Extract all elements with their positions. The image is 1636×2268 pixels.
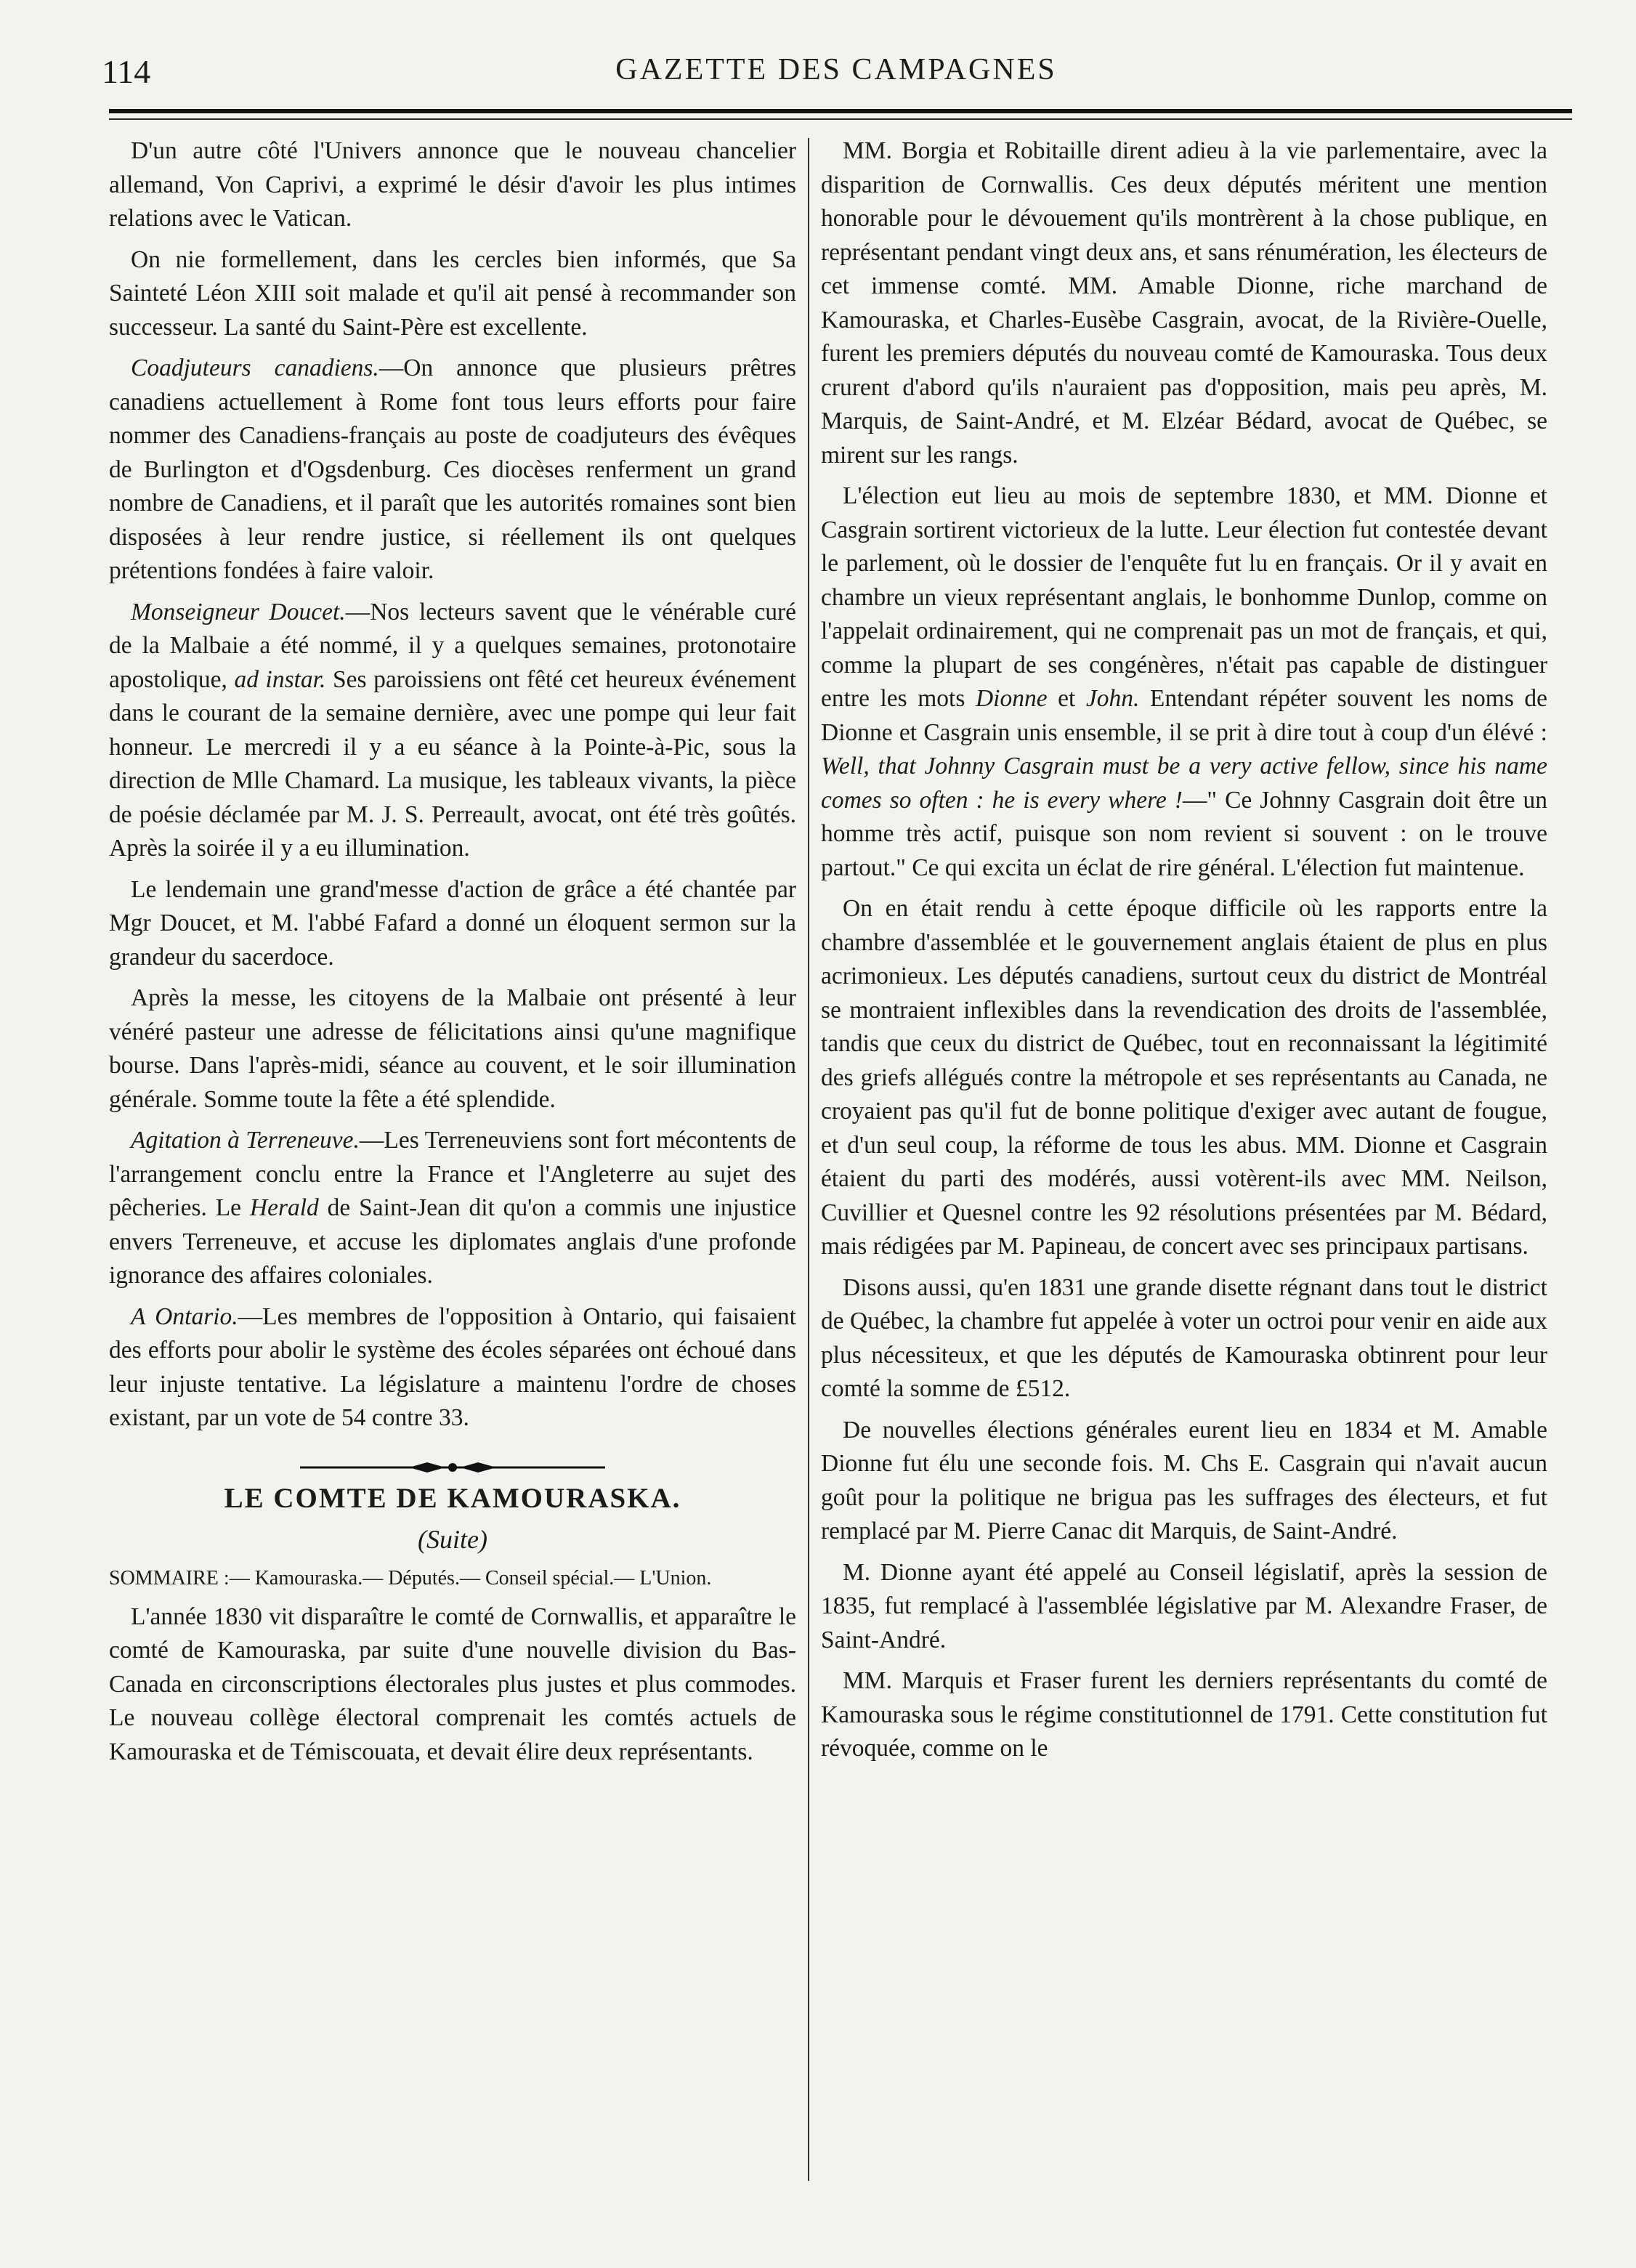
paragraph-univers: D'un autre côté l'Univers annonce que le nouveau chancelier allemand, Von Caprivi, a exprimé le désir d'avoir les plus intimes relations avec le Vatican. [109, 137, 796, 232]
paragraph-body: L'élection eut lieu au mois de septembre 1830, et MM. Dionne et Casgrain sortirent victorieux de la lutte. Leur élection fut contestée devant le parlement, où le dossier de l'enquête fut lu en français. Or il y avait en chambre un vieux représentant anglais, le bonhomme Dunlop, comme on l'appelait ordinairement, qui ne comprenait pas un mot de français, et qui, comme la plupart de ses congénères, n'était pas capable de distinguer entre les mots [821, 482, 1547, 712]
paragraph-coadjuteurs [109, 352, 796, 588]
header-rule-thick [109, 109, 1572, 113]
page-number: 114 [102, 53, 151, 90]
paragraph-saint-pere: On nie formellement, dans les cercles bien informés, que Sa Sainteté Léon XIII soit malade et qu'il ait pensé à recommander son successeur. La santé du Saint-Père est excellente. [109, 246, 796, 341]
paragraph-body: Ses paroissiens ont fêté cet heureux événement dans le courant de la semaine dernière, avec une pompe qui leur fait honneur. Le mercredi il y a eu séance à la Pointe-à-Pic, sous la direction de Mlle Chamard. La musique, les tableaux vivants, la pièce de poésie déclamée par M. J. S. Perreault, avocat, ont été très goûtés. Après la soirée il y a eu illumination. [109, 665, 796, 862]
paragraph-lead: A Ontario. [131, 1303, 238, 1330]
italic-phrase: ad instar. [234, 665, 326, 693]
italic-quote: Well, that Johnny Casgrain must be a very active fellow, since his name comes so often : he is every where ! [821, 753, 1547, 814]
paragraph-terreneuve [109, 1124, 796, 1293]
header-rule-thin [109, 118, 1572, 120]
italic-phrase: Dionne [975, 685, 1048, 712]
paragraph-body: —Les Terreneuviens sont fort mécontents de l'arrangement conclu entre la France et l'Angleterre au sujet des pêcheries. Le [109, 1127, 796, 1221]
running-title: GAZETTE DES CAMPAGNES [615, 53, 1057, 86]
italic-phrase: John. [1085, 685, 1140, 712]
page-header [102, 44, 1571, 102]
paragraph-lead: Coadjuteurs canadiens. [131, 355, 379, 381]
paragraph-grandmesse: Le lendemain une grand'messe d'action de grâce a été chantée par Mgr Doucet, et M. l'abbé Fafard a donné un éloquent sermon sur la grandeur du sacerdoce. [109, 875, 796, 971]
left-column [109, 134, 796, 2174]
paragraph-1830: L'année 1830 vit disparaître le comté de Cornwallis, et apparaître le comté de Kamouraska, par suite d'une nouvelle division du Bas-Canada en circonscriptions électorales plus justes et plus commodes. Le nouveau collège électoral comprenait les comtés actuels de Kamouraska et de Témiscouata, et devait élire deux représentants. [109, 1603, 796, 1765]
paragraph-lead: Monseigneur Doucet. [131, 598, 346, 625]
column-divider [808, 138, 809, 2181]
paragraph-body: —Les membres de l'opposition à Ontario, qui faisaient des efforts pour abolir le système des écoles séparées ont échoué dans leur injuste tentative. La législature a maintenu l'ordre de choses existant, par un vote de 54 contre 33. [109, 1303, 796, 1431]
paragraph-lead: Agitation à Terreneuve. [131, 1127, 360, 1154]
paragraph-ontario [109, 1300, 796, 1435]
paragraph-election-1830 [821, 479, 1547, 885]
italic-phrase: Herald [249, 1194, 319, 1221]
paragraph-epoque-difficile: On en était rendu à cette époque difficile où les rapports entre la chambre d'assemblée et le gouvernement anglais étaient de plus en plus acrimonieux. Les députés canadiens, surtout ceux du district de Montréal se montraient inflexibles dans la revendication des droits de l'assemblée, tandis que ceux du district de Québec, tout en reconnaissant la légitimité des griefs allégués contre la métropole et ses représentants au Canada, ne croyaient pas qu'il fut de bonne politique d'exiger avec autant de fougue, et d'un seul coup, la réforme de tous les abus. MM. Dionne et Casgrain étaient du parti des modérés, aussi votèrent-ils avec MM. Neilson, Cuvillier et Quesnel contre les 92 résolutions présentées par M. Bédard, mais rédigées par M. Papineau, de concert avec ses principaux partisans. [821, 895, 1547, 1260]
paragraph-body: et [1058, 685, 1076, 712]
paragraph-conseil-legislatif: M. Dionne ayant été appelé au Conseil législatif, après la session de 1835, fut remplacé à l'assemblée législative par M. Alexandre Fraser, de Saint-André. [821, 1558, 1547, 1653]
paragraph-body: —" Ce Johnny Casgrain doit être un homme très actif, puisque son nom revient si souvent : on le trouve partout." Ce qui excita un éclat de rire général. L'élection fut maintenue. [821, 786, 1547, 881]
paragraph-body: de Saint-Jean dit qu'on a commis une injustice envers Terreneuve, et accuse les diplomates anglais d'une profonde ignorance des affaires coloniales. [109, 1194, 796, 1289]
section-subtitle: (Suite) [418, 1525, 487, 1554]
ornament-divider [109, 1460, 796, 1475]
paragraph-body: —Nos lecteurs savent que le vénérable curé de la Malbaie a été nommé, il y a quelques semaines, protonotaire apostolique, [109, 598, 796, 693]
section-title: LE COMTE DE KAMOURASKA. [224, 1482, 681, 1514]
paragraph-body: Entendant répéter souvent les noms de Dionne et Casgrain unis ensemble, il se prit à dire tout à coup d'un élévé : [821, 685, 1547, 746]
section-summary: SOMMAIRE :— Kamouraska.— Députés.— Conseil spécial.— L'Union. [109, 1566, 712, 1589]
paragraph-doucet [109, 596, 796, 866]
paragraph-borgia: MM. Borgia et Robitaille dirent adieu à la vie parlementaire, avec la disparition de Cornwallis. Ces deux députés méritent une mention honorable pour le dévouement qu'ils montrèrent à la chose publique, en représentant pendant vingt deux ans, et sans rénumération, les électeurs de cet immense comté. MM. Amable Dionne, riche marchand de Kamouraska, et Charles-Eusèbe Casgrain, avocat, de la Rivière-Ouelle, furent les premiers députés du nouveau comté de Kamouraska. Tous deux crurent d'abord qu'ils n'auraient pas d'opposition, mais peu après, M. Marquis, de Saint-André, et M. Elzéar Bédard, avocat de Québec, se mirent sur les rangs. [821, 137, 1547, 469]
paragraph-derniers-representants: MM. Marquis et Fraser furent les derniers représentants du comté de Kamouraska sous le régime constitutionnel de 1791. Cette constitution fut révoquée, comme on le [821, 1667, 1547, 1762]
paragraph-elections-1834: De nouvelles élections générales eurent lieu en 1834 et M. Amable Dionne fut élu une seconde fois. M. Chs E. Casgrain qui n'avait aucun goût pour la politique ne brigua pas les suffrages des électeurs, et fut remplacé par M. Pierre Canac dit Marquis, de Saint-André. [821, 1416, 1547, 1544]
ornament-rule-icon [300, 1460, 605, 1475]
paragraph-body: —On annonce que plusieurs prêtres canadiens actuellement à Rome font tous leurs efforts pour faire nommer des Canadiens-français au poste de coadjuteurs des évêques de Burlington et d'Ogsdenburg. Ces diocèses renferment un grand nombre de Canadiens, et il paraît que les autorités romaines sont bien disposées à leur rendre justice, si réellement ils ont quelques prétentions fondées à faire valoir. [109, 355, 796, 584]
paragraph-apres-messe: Après la messe, les citoyens de la Malbaie ont présenté à leur vénéré pasteur une adresse de félicitations ainsi qu'une magnifique bourse. Dans l'après-midi, séance au couvent, et le soir illumination générale. Somme toute la fête a été splendide. [109, 984, 796, 1113]
paragraph-disette: Disons aussi, qu'en 1831 une grande disette régnant dans tout le district de Québec, la chambre fut appelée à voter un octroi pour venir en aide aux plus nécessiteux, et que les députés de Kamouraska obtinrent pour leur comté la somme de £512. [821, 1273, 1547, 1402]
right-column [821, 134, 1547, 2174]
